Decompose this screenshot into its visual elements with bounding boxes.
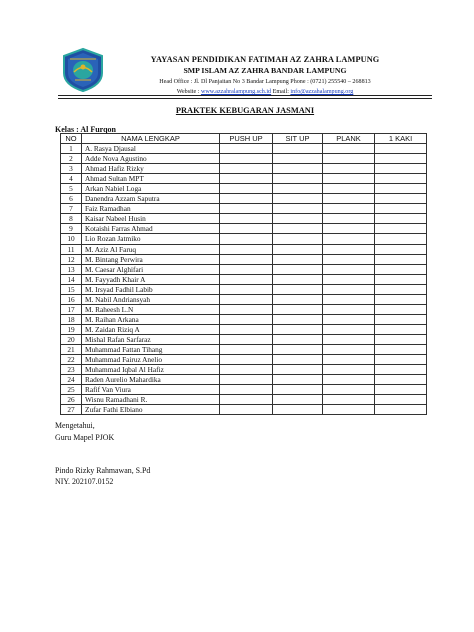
sit-up-cell[interactable] — [273, 274, 323, 284]
closing-block — [55, 420, 114, 444]
sit-up-cell[interactable] — [273, 385, 323, 395]
student-name: Muhammad Iqbal Al Hafiz — [82, 365, 220, 375]
sit-up-cell[interactable] — [273, 314, 323, 324]
plank-cell[interactable] — [323, 254, 375, 264]
student-name: Wisnu Ramadhani R. — [82, 395, 220, 405]
push-up-cell[interactable] — [220, 204, 273, 214]
sit-up-cell[interactable] — [273, 375, 323, 385]
row-number: 9 — [61, 224, 82, 234]
table-row — [61, 385, 427, 395]
plank-cell[interactable] — [323, 214, 375, 224]
push-up-cell[interactable] — [220, 375, 273, 385]
student-name: Lio Rozan Jatmiko — [82, 234, 220, 244]
school-name: SMP ISLAM AZ ZAHRA BANDAR LAMPUNG — [183, 66, 347, 75]
plank-cell[interactable] — [323, 284, 375, 294]
website-label: Website : — [176, 89, 200, 95]
row-number: 26 — [61, 395, 82, 405]
push-up-cell[interactable] — [220, 314, 273, 324]
student-name: Faiz Ramadhan — [82, 204, 220, 214]
sit-up-cell[interactable] — [273, 234, 323, 244]
one-leg-cell[interactable] — [375, 314, 427, 324]
plank-cell[interactable] — [323, 204, 375, 214]
table-row — [61, 224, 427, 234]
row-number: 16 — [61, 294, 82, 304]
table-row — [61, 204, 427, 214]
col-header-name: NAMA LENGKAP — [82, 134, 220, 144]
push-up-cell[interactable] — [220, 214, 273, 224]
student-name: Muhammad Fairuz Anelio — [82, 355, 220, 365]
one-leg-cell[interactable] — [375, 395, 427, 405]
row-number: 18 — [61, 314, 82, 324]
table-row — [61, 164, 427, 174]
table-row — [61, 174, 427, 184]
plank-cell[interactable] — [323, 334, 375, 344]
push-up-cell[interactable] — [220, 154, 273, 164]
document-title: PRAKTEK KEBUGARAN JASMANI — [175, 106, 315, 115]
student-name: A. Rasya Djausal — [82, 144, 220, 154]
student-name: M. Raihan Arkana — [82, 314, 220, 324]
push-up-cell[interactable] — [220, 264, 273, 274]
plank-cell[interactable] — [323, 355, 375, 365]
table-row — [61, 274, 427, 284]
signature-block — [55, 465, 150, 487]
student-name: Arkan Nabiel Loga — [82, 184, 220, 194]
push-up-cell[interactable] — [220, 254, 273, 264]
one-leg-cell[interactable] — [375, 385, 427, 395]
plank-cell[interactable] — [323, 274, 375, 284]
student-name: Ahmad Hafiz Rizky — [82, 164, 220, 174]
one-leg-cell[interactable] — [375, 224, 427, 234]
student-name: Kaisar Nabeel Husin — [82, 214, 220, 224]
email-label: Email: — [272, 89, 289, 95]
student-name: Raden Aurelio Mahardika — [82, 375, 220, 385]
col-header-push-up: PUSH UP — [220, 134, 273, 144]
table-row — [61, 395, 427, 405]
one-leg-cell[interactable] — [375, 304, 427, 314]
col-header-no: NO — [61, 134, 82, 144]
sit-up-cell[interactable] — [273, 174, 323, 184]
one-leg-cell[interactable] — [375, 355, 427, 365]
plank-cell[interactable] — [323, 375, 375, 385]
plank-cell[interactable] — [323, 385, 375, 395]
one-leg-cell[interactable] — [375, 284, 427, 294]
plank-cell[interactable] — [323, 294, 375, 304]
row-number: 14 — [61, 274, 82, 284]
sit-up-cell[interactable] — [273, 204, 323, 214]
row-number: 5 — [61, 184, 82, 194]
table-row — [61, 324, 427, 334]
table-row — [61, 355, 427, 365]
plank-cell[interactable] — [323, 174, 375, 184]
table-row — [61, 184, 427, 194]
table-row — [61, 264, 427, 274]
row-number: 7 — [61, 204, 82, 214]
row-number: 8 — [61, 214, 82, 224]
push-up-cell[interactable] — [220, 174, 273, 184]
plank-cell[interactable] — [323, 194, 375, 204]
header-divider-thin — [58, 98, 432, 99]
student-name: Danendra Azzam Saputra — [82, 194, 220, 204]
table-row — [61, 375, 427, 385]
student-name: M. Aziz Al Faruq — [82, 244, 220, 254]
one-leg-cell[interactable] — [375, 184, 427, 194]
sit-up-cell[interactable] — [273, 395, 323, 405]
push-up-cell[interactable] — [220, 355, 273, 365]
table-row — [61, 294, 427, 304]
sit-up-cell[interactable] — [273, 304, 323, 314]
table-row — [61, 365, 427, 375]
push-up-cell[interactable] — [220, 284, 273, 294]
push-up-cell[interactable] — [220, 184, 273, 194]
sit-up-cell[interactable] — [273, 344, 323, 354]
student-name: Muhammad Fattan Tihang — [82, 344, 220, 354]
push-up-cell[interactable] — [220, 324, 273, 334]
signer-name: Pindo Rizky Rahmawan, S.Pd — [55, 466, 151, 475]
plank-cell[interactable] — [323, 144, 375, 154]
one-leg-cell[interactable] — [375, 164, 427, 174]
one-leg-cell[interactable] — [375, 405, 427, 415]
push-up-cell[interactable] — [220, 234, 273, 244]
row-number: 3 — [61, 164, 82, 174]
teacher-role: Guru Mapel PJOK — [55, 433, 115, 442]
one-leg-cell[interactable] — [375, 264, 427, 274]
one-leg-cell[interactable] — [375, 144, 427, 154]
row-number: 10 — [61, 234, 82, 244]
table-header-row — [61, 134, 427, 144]
table-row — [61, 234, 427, 244]
one-leg-cell[interactable] — [375, 294, 427, 304]
student-name: Adde Nova Agustino — [82, 154, 220, 164]
one-leg-cell[interactable] — [375, 214, 427, 224]
website-link[interactable]: www.azzahralampung.sch.id — [200, 89, 272, 95]
push-up-cell[interactable] — [220, 164, 273, 174]
one-leg-cell[interactable] — [375, 344, 427, 354]
row-number: 12 — [61, 254, 82, 264]
student-name: M. Fayyadh Khair A — [82, 274, 220, 284]
push-up-cell[interactable] — [220, 294, 273, 304]
push-up-cell[interactable] — [220, 224, 273, 234]
roster-table — [60, 133, 427, 415]
table-row — [61, 344, 427, 354]
row-number: 19 — [61, 324, 82, 334]
student-name: Rafif Van Viura — [82, 385, 220, 395]
plank-cell[interactable] — [323, 344, 375, 354]
email-link[interactable]: info@azzahalampung.org — [290, 89, 354, 95]
table-row — [61, 405, 427, 415]
sit-up-cell[interactable] — [273, 254, 323, 264]
push-up-cell[interactable] — [220, 405, 273, 415]
roster-body — [61, 144, 427, 415]
row-number: 2 — [61, 154, 82, 164]
sit-up-cell[interactable] — [273, 144, 323, 154]
student-name: Mishal Rafan Sarfaraz — [82, 334, 220, 344]
student-name: Ahmad Sultan MPT — [82, 174, 220, 184]
student-name: Zufar Fathi Elbiano — [82, 405, 220, 415]
one-leg-cell[interactable] — [375, 324, 427, 334]
one-leg-cell[interactable] — [375, 274, 427, 284]
table-row — [61, 314, 427, 324]
one-leg-cell[interactable] — [375, 194, 427, 204]
push-up-cell[interactable] — [220, 344, 273, 354]
row-number: 25 — [61, 385, 82, 395]
row-number: 22 — [61, 355, 82, 365]
plank-cell[interactable] — [323, 314, 375, 324]
student-name: M. Irsyad Fadhil Labib — [82, 284, 220, 294]
one-leg-cell[interactable] — [375, 334, 427, 344]
plank-cell[interactable] — [323, 224, 375, 234]
student-name: M. Zaidan Riziq A — [82, 324, 220, 334]
push-up-cell[interactable] — [220, 365, 273, 375]
table-row — [61, 214, 427, 224]
push-up-cell[interactable] — [220, 334, 273, 344]
sit-up-cell[interactable] — [273, 294, 323, 304]
row-number: 4 — [61, 174, 82, 184]
sit-up-cell[interactable] — [273, 164, 323, 174]
plank-cell[interactable] — [323, 324, 375, 334]
one-leg-cell[interactable] — [375, 154, 427, 164]
class-label: Kelas : Al Furqon — [55, 125, 116, 134]
plank-cell[interactable] — [323, 154, 375, 164]
student-name: M. Raheesh L.N — [82, 304, 220, 314]
one-leg-cell[interactable] — [375, 254, 427, 264]
one-leg-cell[interactable] — [375, 375, 427, 385]
plank-cell[interactable] — [323, 264, 375, 274]
org-name: YAYASAN PENDIDIKAN FATIMAH AZ ZAHRA LAMPUNG — [150, 55, 380, 64]
table-row — [61, 334, 427, 344]
one-leg-cell[interactable] — [375, 174, 427, 184]
plank-cell[interactable] — [323, 365, 375, 375]
push-up-cell[interactable] — [220, 144, 273, 154]
plank-cell[interactable] — [323, 304, 375, 314]
table-row — [61, 244, 427, 254]
table-row — [61, 144, 427, 154]
row-number: 1 — [61, 144, 82, 154]
plank-cell[interactable] — [323, 184, 375, 194]
student-name: M. Bintang Perwira — [82, 254, 220, 264]
row-number: 15 — [61, 284, 82, 294]
table-row — [61, 304, 427, 314]
sit-up-cell[interactable] — [273, 324, 323, 334]
student-name: M. Nabil Andriansyah — [82, 294, 220, 304]
col-header-sit-up: SIT UP — [273, 134, 323, 144]
col-header-one-leg: 1 KAKI — [375, 134, 427, 144]
sit-up-cell[interactable] — [273, 184, 323, 194]
one-leg-cell[interactable] — [375, 244, 427, 254]
sit-up-cell[interactable] — [273, 214, 323, 224]
row-number: 13 — [61, 264, 82, 274]
one-leg-cell[interactable] — [375, 365, 427, 375]
push-up-cell[interactable] — [220, 395, 273, 405]
plank-cell[interactable] — [323, 244, 375, 254]
sit-up-cell[interactable] — [273, 154, 323, 164]
push-up-cell[interactable] — [220, 304, 273, 314]
one-leg-cell[interactable] — [375, 234, 427, 244]
plank-cell[interactable] — [323, 395, 375, 405]
push-up-cell[interactable] — [220, 274, 273, 284]
plank-cell[interactable] — [323, 234, 375, 244]
row-number: 20 — [61, 334, 82, 344]
office-address: Head Office : Jl. Dl Panjaitan No 3 Bandar Lampung Phone : (0721) 255540 – 268813 — [159, 79, 371, 85]
table-row — [61, 254, 427, 264]
row-number: 17 — [61, 304, 82, 314]
table-row — [61, 194, 427, 204]
push-up-cell[interactable] — [220, 244, 273, 254]
table-row — [61, 154, 427, 164]
sit-up-cell[interactable] — [273, 224, 323, 234]
sit-up-cell[interactable] — [273, 355, 323, 365]
acknowledge-text: Mengetahui, — [55, 421, 95, 430]
student-name: Kotaishi Farras Ahmad — [82, 224, 220, 234]
sit-up-cell[interactable] — [273, 284, 323, 294]
sit-up-cell[interactable] — [273, 405, 323, 415]
table-row — [61, 284, 427, 294]
plank-cell[interactable] — [323, 405, 375, 415]
sit-up-cell[interactable] — [273, 365, 323, 375]
push-up-cell[interactable] — [220, 385, 273, 395]
row-number: 21 — [61, 344, 82, 354]
push-up-cell[interactable] — [220, 194, 273, 204]
signer-id: NIY. 202107.0152 — [55, 477, 114, 486]
letterhead — [100, 55, 430, 97]
sit-up-cell[interactable] — [273, 194, 323, 204]
sit-up-cell[interactable] — [273, 244, 323, 254]
row-number: 6 — [61, 194, 82, 204]
header-divider-thick — [58, 95, 432, 96]
sit-up-cell[interactable] — [273, 334, 323, 344]
sit-up-cell[interactable] — [273, 264, 323, 274]
row-number: 27 — [61, 405, 82, 415]
plank-cell[interactable] — [323, 164, 375, 174]
student-name: M. Caesar Alghifari — [82, 264, 220, 274]
col-header-plank: PLANK — [323, 134, 375, 144]
row-number: 23 — [61, 365, 82, 375]
one-leg-cell[interactable] — [375, 204, 427, 214]
row-number: 24 — [61, 375, 82, 385]
row-number: 11 — [61, 244, 82, 254]
